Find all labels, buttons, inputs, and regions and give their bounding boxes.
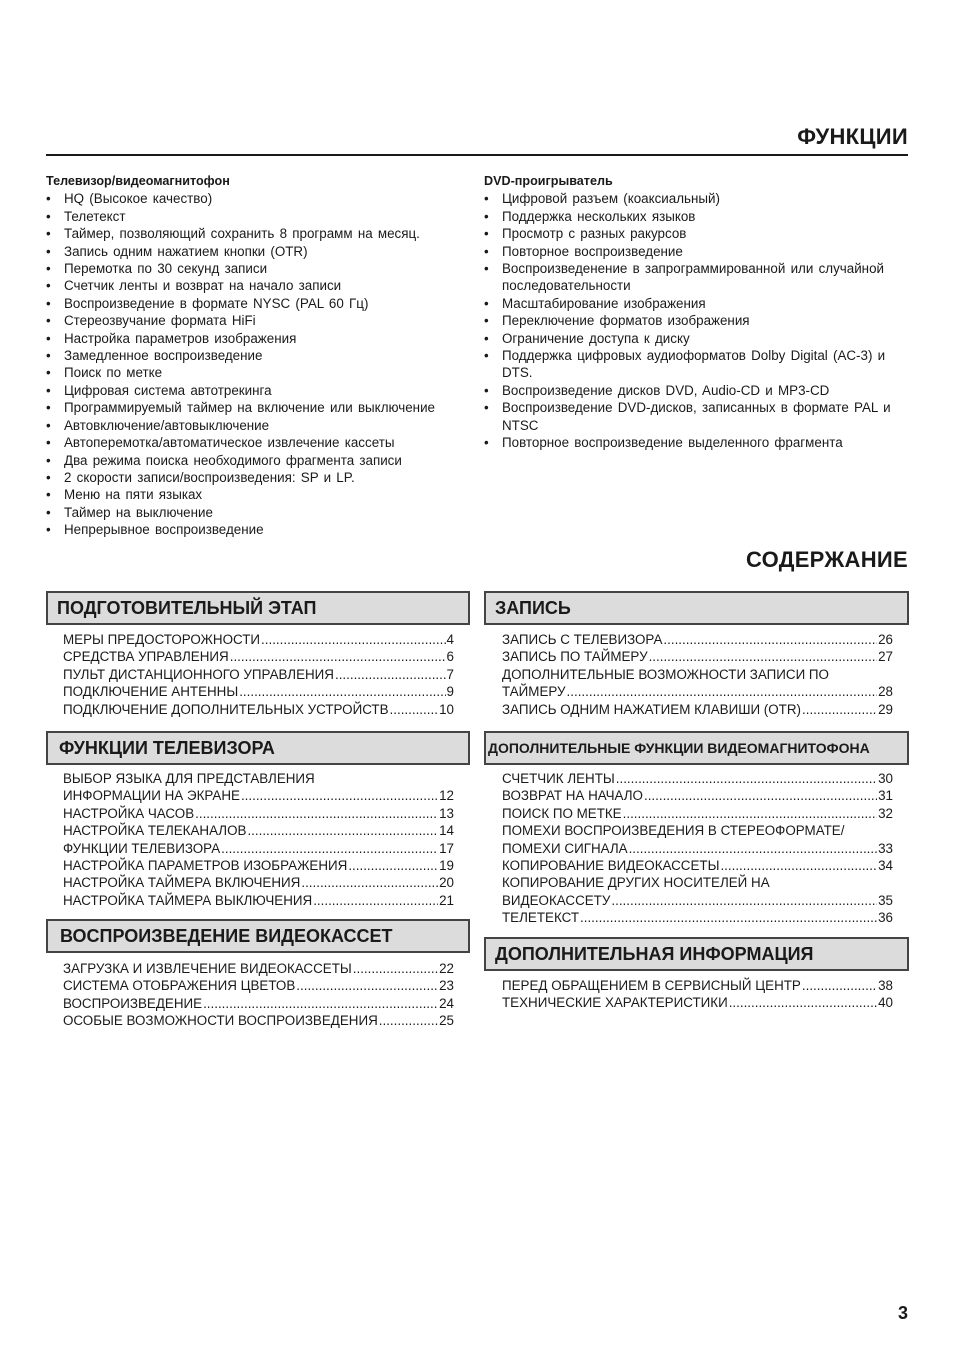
toc-entry-page: 36 (878, 910, 893, 926)
feature-item: • Поиск по метке (46, 364, 476, 381)
feature-item: • Замедленное воспроизведение (46, 347, 476, 364)
dvd-features-heading: DVD-проигрыватель (484, 174, 613, 188)
toc-entry-page: 7 (446, 666, 454, 682)
toc-section-heading-vcr-extra: ДОПОЛНИТЕЛЬНЫЕ ФУНКЦИИ ВИДЕОМАГНИТОФОНА (484, 731, 909, 765)
toc-entry-label: НАСТРОЙКА ТАЙМЕРА ВКЛЮЧЕНИЯ (63, 875, 301, 891)
toc-entry-label: ПОДКЛЮЧЕНИЕ ДОПОЛНИТЕЛЬНЫХ УСТРОЙСТВ (63, 701, 389, 717)
toc-entry (63, 857, 454, 874)
toc-leader-dots (729, 994, 877, 1011)
toc-leader-dots (239, 683, 445, 700)
toc-entry-page: 4 (446, 632, 454, 647)
feature-item: • Два режима поиска необходимого фрагмента записи (46, 452, 476, 469)
feature-item: • Счетчик ленты и возврат на начало записи (46, 277, 476, 294)
toc-entry (63, 840, 454, 857)
toc-entry-page: 13 (439, 805, 454, 821)
feature-item: • Таймер, позволяющий сохранить 8 программ на месяц. (46, 225, 476, 242)
toc-entry-page: 21 (439, 892, 454, 908)
toc-list-preparation (63, 631, 454, 718)
toc-leader-dots (663, 631, 877, 648)
toc-entry (502, 977, 893, 994)
toc-entry-label: ТЕЛЕТЕКСТ (502, 910, 579, 926)
toc-entry-label: ТЕХНИЧЕСКИЕ ХАРАКТЕРИСТИКИ (502, 995, 728, 1011)
toc-leader-dots (313, 892, 438, 909)
toc-entry (502, 648, 893, 665)
toc-entry-label: ВОСПРОИЗВЕДЕНИЕ (63, 995, 203, 1011)
feature-item: • Непрерывное воспроизведение (46, 521, 476, 538)
toc-entry-label: ПУЛЬТ ДИСТАНЦИОННОГО УПРАВЛЕНИЯ (63, 666, 334, 682)
toc-entry-page: 29 (878, 701, 893, 717)
dvd-features-list (484, 190, 912, 451)
toc-entry (502, 857, 893, 874)
toc-leader-dots (221, 840, 438, 857)
toc-entry (63, 960, 454, 977)
feature-item: • Переключение форматов изображения (484, 312, 912, 329)
toc-entry-page: 12 (439, 788, 454, 804)
feature-item: • Повторное воспроизведение выделенного фрагмента (484, 434, 912, 451)
feature-item: • Меню на пяти языках (46, 486, 476, 503)
feature-item: • Просмотр с разных ракурсов (484, 225, 912, 242)
toc-leader-dots (203, 995, 438, 1012)
toc-leader-dots (720, 857, 877, 874)
toc-entry (63, 995, 454, 1012)
toc-entry-label: ЗАПИСЬ ОДНИМ НАЖАТИЕМ КЛАВИШИ (OTR) (502, 701, 801, 717)
toc-entry-label: ПОИСК ПО МЕТКЕ (502, 805, 622, 821)
toc-entry-label: ВИДЕОКАССЕТУ (502, 892, 611, 908)
toc-entry-label: ОСОБЫЕ ВОЗМОЖНОСТИ ВОСПРОИЗВЕДЕНИЯ (63, 1013, 378, 1029)
toc-entry-label: ДОПОЛНИТЕЛЬНЫЕ ВОЗМОЖНОСТИ ЗАПИСИ ПО (502, 666, 829, 682)
toc-entry-label: ТАЙМЕРУ (502, 684, 566, 700)
toc-entry (63, 1012, 454, 1029)
toc-entry-page: 9 (446, 684, 454, 700)
toc-leader-dots (649, 648, 878, 665)
toc-entry (502, 909, 893, 926)
toc-list-playback (63, 960, 454, 1030)
toc-entry-label: КОПИРОВАНИЕ ВИДЕОКАССЕТЫ (502, 858, 720, 874)
vcr-features-heading: Телевизор/видеомагнитофон (46, 174, 230, 188)
toc-leader-dots (353, 960, 438, 977)
toc-entry (502, 840, 893, 857)
toc-leader-dots (230, 648, 446, 665)
toc-entry-page: 34 (878, 858, 893, 874)
toc-entry-label: НАСТРОЙКА ТЕЛЕКАНАЛОВ (63, 823, 247, 839)
toc-entry-page: 40 (878, 995, 893, 1011)
toc-entry (63, 701, 454, 718)
feature-item: • Воспроизведение дисков DVD, Audio-CD и MP3-CD (484, 382, 912, 399)
toc-leader-dots (301, 874, 438, 891)
feature-item: • 2 скорости записи/воспроизведения: SP и LP. (46, 469, 476, 486)
toc-list-recording (502, 631, 893, 718)
toc-entry-page: 25 (439, 1013, 454, 1029)
feature-item: • Ограничение доступа к диску (484, 330, 912, 347)
toc-entry (63, 822, 454, 839)
feature-item: • Автовключение/автовыключение (46, 417, 476, 434)
toc-entry-label: ЗАГРУЗКА И ИЗВЛЕЧЕНИЕ ВИДЕОКАССЕТЫ (63, 961, 352, 976)
toc-section-heading-tv-functions: ФУНКЦИИ ТЕЛЕВИЗОРА (46, 731, 470, 765)
toc-entry-page: 10 (439, 701, 454, 717)
toc-entry-page: 31 (878, 788, 893, 804)
feature-item: • Стереозвучание формата HiFi (46, 312, 476, 329)
toc-entry-label: ПОДКЛЮЧЕНИЕ АНТЕННЫ (63, 684, 239, 700)
toc-entry-page: 6 (446, 649, 454, 665)
toc-leader-dots (335, 666, 446, 683)
toc-entry (63, 787, 454, 804)
toc-leader-dots (802, 701, 877, 718)
feature-item: • Повторное воспроизведение (484, 243, 912, 260)
features-title: ФУНКЦИИ (797, 124, 908, 149)
toc-leader-dots (261, 631, 446, 648)
toc-leader-dots (644, 787, 877, 804)
toc-leader-dots (241, 787, 438, 804)
toc-entry (502, 892, 893, 909)
toc-entry-page: 14 (439, 823, 454, 839)
toc-entry-label: ФУНКЦИИ ТЕЛЕВИЗОРА (63, 840, 221, 856)
feature-item: • Таймер на выключение (46, 504, 476, 521)
dvd-features-column (484, 173, 912, 452)
toc-entry (63, 666, 454, 683)
toc-section-heading-playback: ВОСПРОИЗВЕДЕНИЕ ВИДЕОКАССЕТ (46, 919, 470, 953)
toc-section-heading-additional-info: ДОПОЛНИТЕЛЬНАЯ ИНФОРМАЦИЯ (484, 937, 909, 971)
feature-item: • Поддержка нескольких языков (484, 208, 912, 225)
feature-item: • Программируемый таймер на включение или выключение (46, 399, 476, 416)
page-number: 3 (897, 1303, 908, 1323)
feature-item: • Воспроизведенение в запрограммированной или случайной последовательности (484, 260, 912, 295)
toc-section-heading-preparation: ПОДГОТОВИТЕЛЬНЫЙ ЭТАП (46, 591, 470, 625)
toc-entry (63, 977, 454, 994)
feature-item: • Настройка параметров изображения (46, 330, 476, 347)
toc-entry-label: МЕРЫ ПРЕДОСТОРОЖНОСТИ (63, 632, 261, 647)
toc-entry (502, 994, 893, 1011)
toc-list-tv-functions (63, 770, 454, 909)
toc-entry-page: 19 (439, 858, 454, 874)
feature-item: • Воспроизведение DVD-дисков, записанных в формате PAL и NTSC (484, 399, 912, 434)
toc-entry (63, 805, 454, 822)
toc-entry (63, 874, 454, 891)
toc-entry-page: 20 (439, 875, 454, 891)
vcr-features-list (46, 190, 476, 538)
feature-item: • Поддержка цифровых аудиоформатов Dolby Digital (AC-3) и DTS. (484, 347, 912, 382)
toc-list-vcr-extra (502, 770, 893, 927)
toc-leader-dots (580, 909, 877, 926)
toc-entry-label: СИСТЕМА ОТОБРАЖЕНИЯ ЦВЕТОВ (63, 978, 296, 994)
toc-entry-label: ЗАПИСЬ С ТЕЛЕВИЗОРА (502, 632, 663, 647)
toc-entry-page: 38 (878, 978, 893, 993)
contents-title: СОДЕРЖАНИЕ (745, 547, 908, 572)
toc-entry-label: КОПИРОВАНИЕ ДРУГИХ НОСИТЕЛЕЙ НА (502, 875, 770, 891)
toc-entry-label: ЗАПИСЬ ПО ТАЙМЕРУ (502, 649, 648, 665)
toc-entry-label: СЧЕТЧИК ЛЕНТЫ (502, 771, 615, 786)
feature-item: • Воспроизведение в формате NYSC (PAL 60 Гц) (46, 295, 476, 312)
toc-entry-page: 32 (878, 805, 893, 821)
toc-entry (63, 648, 454, 665)
toc-entry-page: 35 (878, 892, 893, 908)
feature-item: • Запись одним нажатием кнопки (OTR) (46, 243, 476, 260)
toc-entry (502, 701, 893, 718)
toc-entry-label: НАСТРОЙКА ПАРАМЕТРОВ ИЗОБРАЖЕНИЯ (63, 858, 348, 874)
toc-entry-page: 30 (878, 771, 893, 786)
toc-entry (502, 805, 893, 822)
toc-entry-page: 23 (439, 978, 454, 994)
title-rule (46, 154, 908, 156)
toc-leader-dots (567, 683, 878, 700)
toc-entry-label: ВЫБОР ЯЗЫКА ДЛЯ ПРЕДСТАВЛЕНИЯ (63, 771, 315, 786)
feature-item: • Цифровой разъем (коаксиальный) (484, 190, 912, 207)
toc-list-additional-info (502, 977, 893, 1012)
toc-entry (502, 683, 893, 700)
toc-leader-dots (348, 857, 438, 874)
toc-leader-dots (616, 770, 877, 787)
toc-leader-dots (247, 822, 438, 839)
toc-entry-label: СРЕДСТВА УПРАВЛЕНИЯ (63, 649, 229, 665)
toc-entry (502, 770, 893, 787)
toc-entry-label: ПОМЕХИ СИГНАЛА (502, 840, 628, 856)
toc-entry-label: НАСТРОЙКА ЧАСОВ (63, 805, 195, 821)
feature-item: • Перемотка по 30 секунд записи (46, 260, 476, 277)
toc-entry-page: 22 (439, 961, 454, 976)
feature-item: • Масштабирование изображения (484, 295, 912, 312)
toc-entry-page: 33 (878, 840, 893, 856)
feature-item: • HQ (Высокое качество) (46, 190, 476, 207)
toc-leader-dots (629, 840, 878, 857)
toc-entry-label: НАСТРОЙКА ТАЙМЕРА ВЫКЛЮЧЕНИЯ (63, 892, 313, 908)
feature-item: • Автоперемотка/автоматическое извлечение кассеты (46, 434, 476, 451)
toc-entry-page: 28 (878, 684, 893, 700)
toc-entry (63, 892, 454, 909)
feature-item: • Цифровая система автотрекинга (46, 382, 476, 399)
toc-entry (502, 631, 893, 648)
toc-entry-page: 17 (439, 840, 454, 856)
toc-leader-dots (379, 1012, 438, 1029)
toc-entry (63, 631, 454, 648)
toc-entry-page: 24 (439, 995, 454, 1011)
toc-entry-label: ИНФОРМАЦИИ НА ЭКРАНЕ (63, 788, 240, 804)
toc-leader-dots (296, 977, 438, 994)
toc-entry-page: 26 (878, 632, 893, 647)
toc-entry-label: ВОЗВРАТ НА НАЧАЛО (502, 788, 643, 804)
toc-entry (502, 787, 893, 804)
vcr-features-column (46, 173, 476, 539)
toc-entry-label: ПОМЕХИ ВОСПРОИЗВЕДЕНИЯ В СТЕРЕОФОРМАТЕ/ (502, 823, 845, 839)
toc-leader-dots (611, 892, 877, 909)
toc-leader-dots (195, 805, 438, 822)
toc-section-heading-recording: ЗАПИСЬ (484, 591, 909, 625)
toc-leader-dots (390, 701, 439, 718)
toc-entry-label: ПЕРЕД ОБРАЩЕНИЕМ В СЕРВИСНЫЙ ЦЕНТР (502, 978, 801, 993)
toc-leader-dots (623, 805, 877, 822)
toc-entry (63, 683, 454, 700)
toc-entry-page: 27 (878, 649, 893, 665)
feature-item: • Телетекст (46, 208, 476, 225)
toc-leader-dots (802, 977, 877, 994)
